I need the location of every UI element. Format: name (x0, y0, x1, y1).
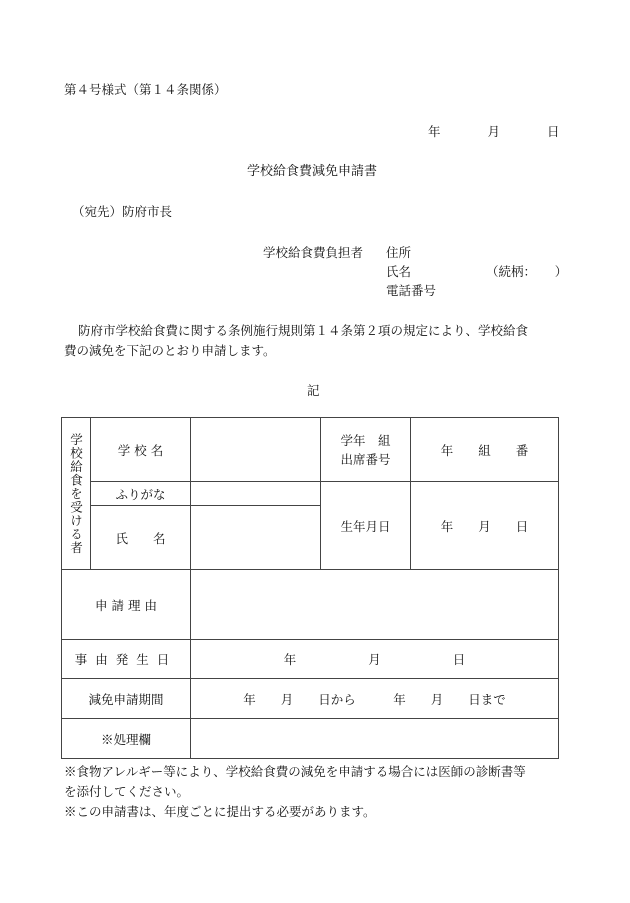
period-field[interactable]: 年 月 日から 年 月 日まで (191, 679, 559, 719)
reason-label: 申 請 理 由 (62, 570, 191, 640)
form-number: 第４号様式（第１４条関係） (64, 82, 227, 97)
applicant-address-label: 住所 (386, 245, 412, 260)
application-table (61, 417, 559, 759)
applicant-relation-label: （続柄： ） (486, 264, 568, 279)
furigana-field[interactable] (191, 482, 321, 506)
applicant-name-label: 氏名 (386, 264, 412, 279)
event-date-year: 年 (283, 652, 297, 667)
note-2: ※この申請書は、年度ごとに提出する必要があります。 (64, 804, 376, 819)
note-1-line-1: ※食物アレルギー等により、学校給食費の減免を申請する場合には医師の診断書等 (64, 764, 526, 779)
event-date-label: 事由発生日 (62, 640, 191, 679)
body-text-line-2: 費の減免を下記のとおり申請します。 (64, 343, 276, 358)
event-date-month: 月 (368, 652, 381, 667)
student-name-label: 氏 名 (91, 506, 191, 570)
addressee: （宛先）防府市長 (72, 204, 173, 219)
grade-label-line-2: 出席番号 (340, 451, 391, 467)
date-day: 日 (547, 124, 560, 139)
note-1 (64, 762, 526, 802)
school-name-field[interactable] (191, 418, 321, 482)
event-date-day: 日 (452, 652, 466, 667)
grade-label-line-1: 学年 組 (340, 432, 391, 448)
grade-value[interactable]: 年 組 番 (411, 418, 559, 482)
processing-label: ※処理欄 (62, 719, 191, 759)
date-month: 月 (487, 124, 501, 139)
date-year: 年 (428, 124, 441, 139)
page-title: 学校給食費減免申請書 (247, 164, 378, 179)
furigana-label: ふりがな (91, 482, 191, 506)
applicant-phone-label: 電話番号 (386, 283, 437, 298)
grade-label-cell (321, 418, 411, 482)
note-1-line-2: を添付してください。 (64, 784, 190, 799)
application-date (428, 122, 560, 140)
birth-label: 生年月日 (321, 482, 411, 570)
recipient-header-cell (62, 418, 91, 570)
processing-field (191, 719, 559, 759)
reason-field[interactable] (191, 570, 559, 640)
period-label: 減免申請期間 (62, 679, 191, 719)
student-name-field[interactable] (191, 506, 321, 570)
ki-heading: 記 (307, 383, 320, 398)
applicant-role-label: 学校給食費負担者 (263, 245, 364, 260)
school-name-label: 学 校 名 (91, 418, 191, 482)
birth-value[interactable]: 年 月 日 (411, 482, 559, 570)
event-date-field[interactable] (191, 640, 559, 679)
body-text-line-1: 防府市学校給食費に関する条例施行規則第１４条第２項の規定により、学校給食 (78, 323, 529, 338)
recipient-header: 学校給食を受ける者 (68, 432, 84, 555)
